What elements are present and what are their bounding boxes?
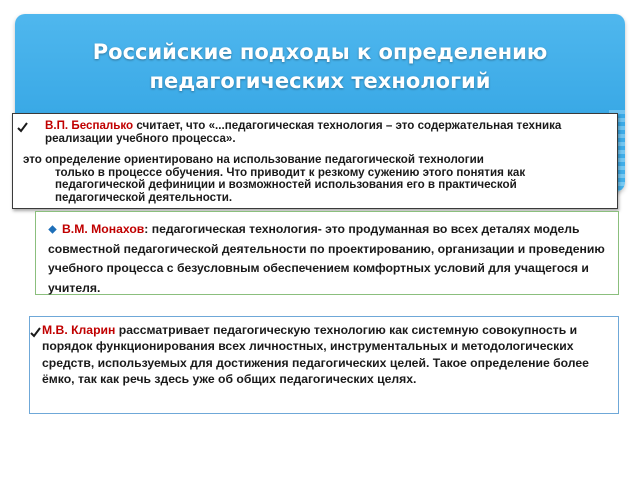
klarin-box bbox=[29, 316, 619, 414]
author-name-bespalko: В.П. Беспалько bbox=[45, 119, 134, 132]
slide-title bbox=[15, 38, 625, 96]
monakhov-definition bbox=[48, 220, 610, 298]
bespalko-comment bbox=[23, 154, 609, 204]
author-name-klarin: М.В. Кларин bbox=[42, 323, 116, 337]
author-name-monakhov: В.М. Монахов bbox=[62, 222, 145, 236]
title-line-2: педагогических технологий bbox=[149, 69, 491, 93]
bespalko-quote: считает, что «...педагогическая технология – это содержательная техника реализации учебного процесса». bbox=[45, 119, 562, 145]
monakhov-box bbox=[35, 211, 619, 295]
bespalko-definition bbox=[45, 120, 605, 145]
klarin-text: рассматривает педагогическую технологию как системную совокупность и порядок функционирования всех личностных, инструментальных и методологических средств, используемых для достижения педагогических целей. Такое определение более ёмко, так как речь здесь уже об общих педагогических целях. bbox=[42, 323, 589, 387]
checkmark-bullet-icon bbox=[17, 122, 27, 132]
klarin-definition bbox=[42, 322, 608, 388]
bespalko-box bbox=[12, 113, 618, 209]
bespalko-comment-line1: это определение ориентировано на использование педагогической технологии bbox=[23, 153, 484, 166]
title-line-1: Российские подходы к определению bbox=[92, 40, 548, 64]
monakhov-text: : педагогическая технология- это продуманная во всех деталях модель совместной педагогической деятельности по проектированию, организации и проведению учебного процесса с безусловным обеспечением комфортных условий для учащегося и учителя. bbox=[48, 222, 605, 295]
bespalko-comment-rest: только в процессе обучения. Что приводит к резкому сужению этого понятия как педагогической дефиниции и возможностей использования его в практической педагогической деятельности. bbox=[55, 165, 526, 204]
checkmark-bullet-icon bbox=[30, 327, 40, 337]
